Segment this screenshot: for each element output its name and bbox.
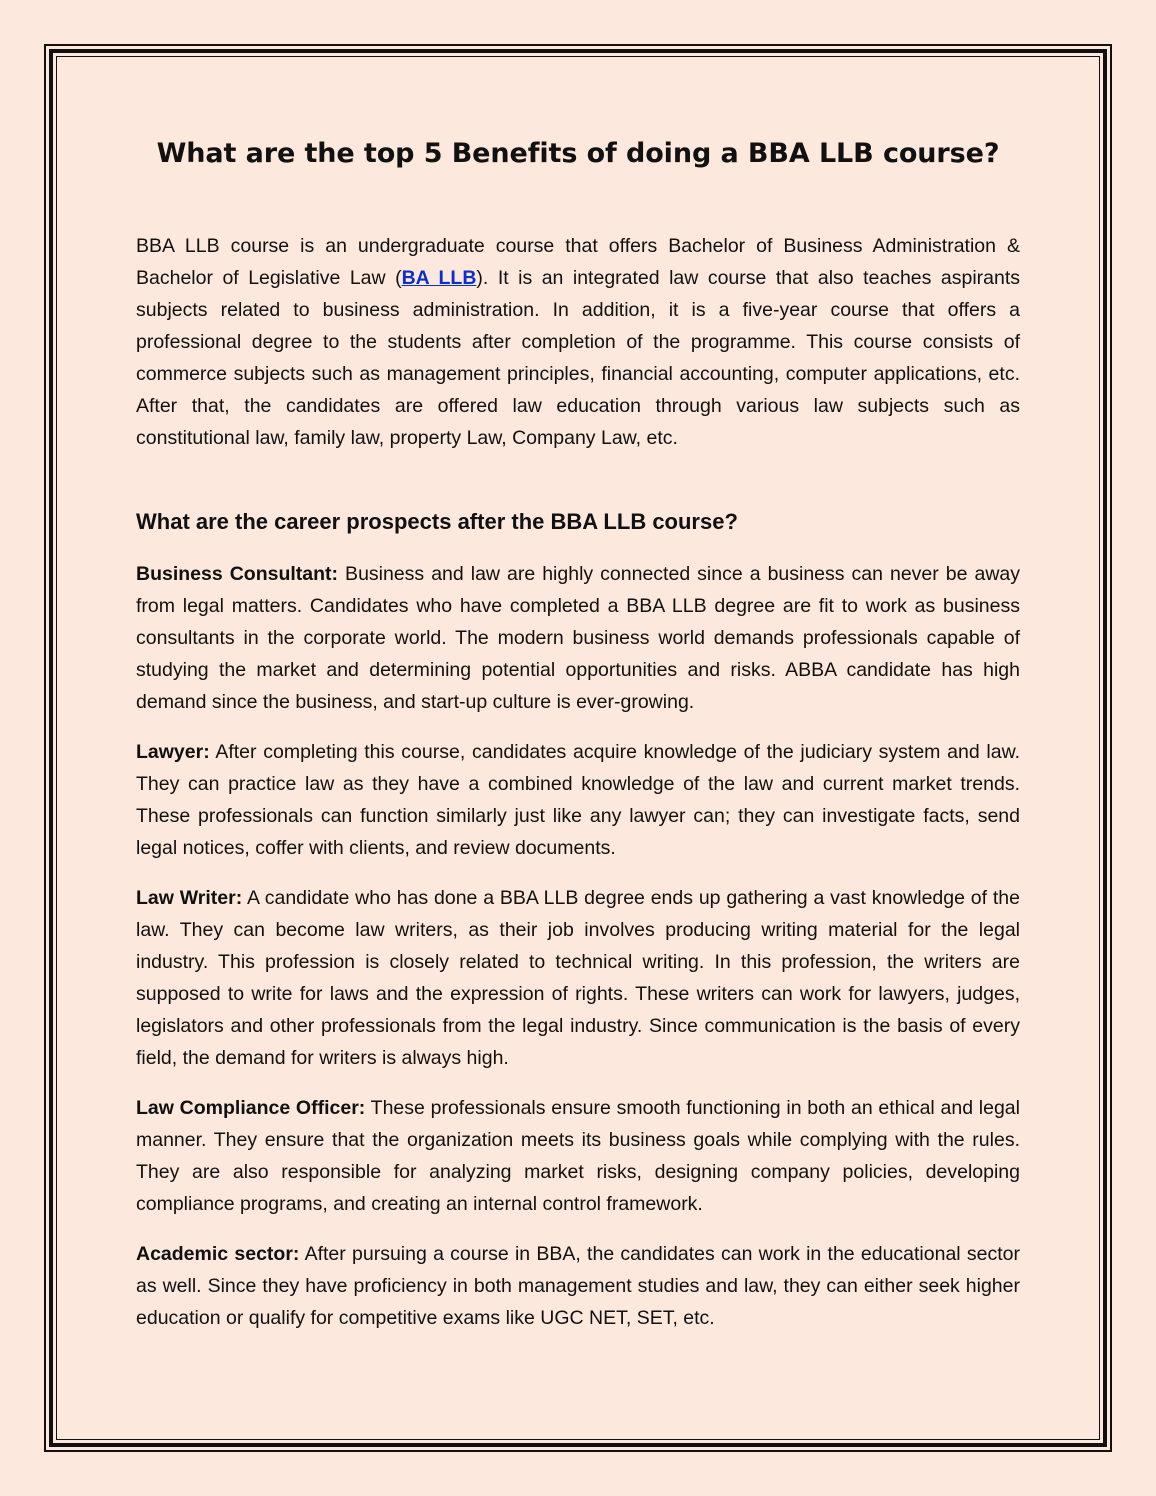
career-description: A candidate who has done a BBA LLB degree ends up gathering a vast knowledge of the law. They can become law writers, as their job involves producing writing material for the legal industry. This profession is closely related to technical writing. In this profession, the writers are supposed to write for laws and the expression of rights. These writers can work for lawyers, judges, legislators and other professionals from the legal industry. Since communication is the basis of every field, the demand for writers is always high. (136, 887, 1020, 1069)
section-heading: What are the career prospects after the BBA LLB course? (136, 509, 738, 534)
career-label: Academic sector: (136, 1243, 300, 1265)
intro-text-after-link: ). It is an integrated law course that also teaches aspirants subjects related to business administration. In addition, it is a five-year course that offers a professional degree to the students after completion of the programme. This course consists of commerce subjects such as management principles, financial accounting, computer applications, etc. After that, the candidates are offered law education through various law subjects such as constitutional law, family law, property Law, Company Law, etc. (136, 267, 1021, 449)
career-item-academic-sector (136, 1238, 1020, 1334)
career-label: Law Compliance Officer: (136, 1097, 366, 1119)
intro-text-before-link: BBA LLB course is an undergraduate course that offers Bachelor of Business Administration & Bachelor of Legislative Law ( (136, 235, 1020, 289)
career-item-lawyer (136, 736, 1020, 864)
career-description: After pursuing a course in BBA, the candidates can work in the educational sector as well. Since they have proficiency in both management studies and law, they can either seek higher education or qualify for competitive exams like UGC NET, SET, etc. (136, 1243, 1020, 1329)
career-item-business-consultant (136, 558, 1020, 718)
ba-llb-link[interactable]: BA LLB (401, 267, 477, 289)
career-description: Business and law are highly connected since a business can never be away from legal matters. Candidates who have completed a BBA LLB degree are fit to work as business consultants in the corporate world. The modern business world demands professionals capable of studying the market and determining potential opportunities and risks. ABBA candidate has high demand since the business, and start-up culture is ever-growing. (136, 563, 1021, 713)
career-label: Law Writer: (136, 887, 243, 909)
career-label: Business Consultant: (136, 563, 339, 585)
career-label: Lawyer: (136, 741, 210, 763)
career-description: These professionals ensure smooth functioning in both an ethical and legal manner. They ensure that the organization meets its business goals while complying with the rules. They are also responsible for analyzing market risks, designing company policies, developing compliance programs, and creating an internal control framework. (136, 1097, 1020, 1215)
page-title: What are the top 5 Benefits of doing a BBA LLB course? (156, 138, 1000, 169)
career-description: After completing this course, candidates acquire knowledge of the judiciary system and law. They can practice law as they have a combined knowledge of the law and current market trends. These professionals can function similarly just like any lawyer can; they can investigate facts, send legal notices, coffer with clients, and review documents. (136, 741, 1020, 859)
career-item-law-writer (136, 882, 1020, 1074)
document-body (136, 134, 1020, 1352)
career-item-law-compliance-officer (136, 1092, 1020, 1220)
intro-paragraph (136, 230, 1020, 454)
